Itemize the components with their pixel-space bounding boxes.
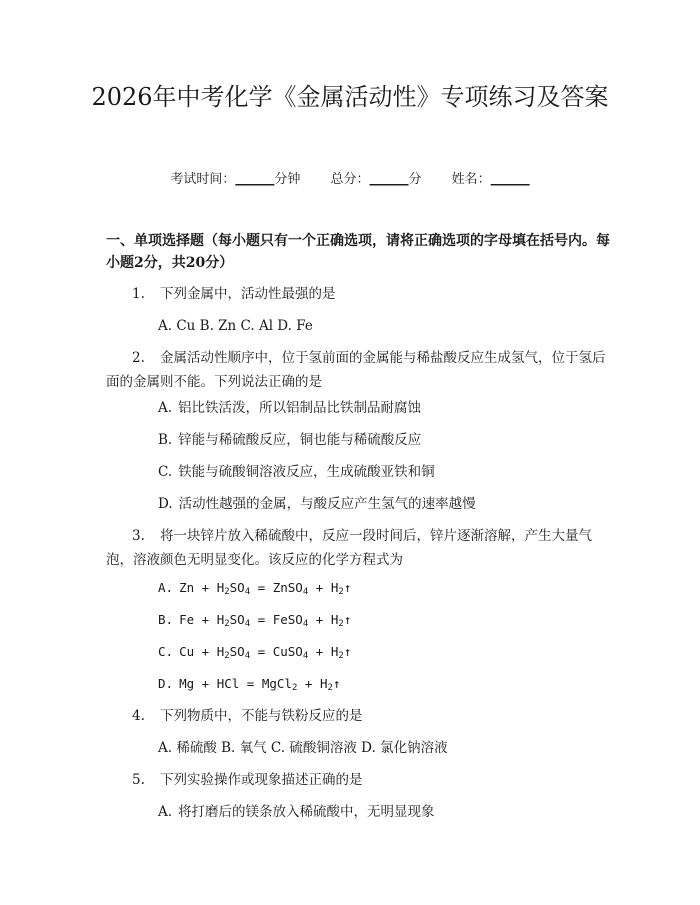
subscript: 2 (338, 619, 344, 629)
option-letter: A. (158, 400, 173, 416)
acid-formula-rest: SO (229, 612, 245, 627)
gas-formula: H (330, 612, 339, 627)
subscript: 2 (224, 651, 230, 661)
question-text: 金属活动性顺序中，位于氢前面的金属能与稀盐酸反应生成氢气，位于氢后面的金属则不能。下列说法正确的是 (106, 350, 606, 390)
gas-arrow-icon: ↑ (332, 676, 341, 691)
option-letter: B. (158, 432, 173, 448)
question-2 (106, 346, 616, 394)
question-number: 5. (132, 772, 145, 788)
gas-formula: H (319, 676, 328, 691)
subscript: 4 (302, 651, 309, 661)
equals-sign: = (250, 580, 273, 595)
question-3-option-b: B. $Fe + H_2SO_4$ = FeSO$_4$ + $H_2↑$ (158, 612, 352, 629)
question-2-option-a (158, 396, 618, 420)
acid-formula-rest: SO (229, 644, 245, 659)
option-text: 将打磨后的镁条放入稀硫酸中，无明显现象 (178, 804, 435, 820)
subscript: 2 (291, 683, 298, 693)
exam-time-unit: 分钟 (274, 172, 301, 187)
exam-time-label: 考试时间： (170, 172, 236, 187)
option-letter: D. (158, 676, 174, 691)
salt-formula: FeSO (272, 612, 303, 627)
question-number: 3. (132, 528, 145, 544)
exam-info-line (0, 168, 700, 187)
option-letter: C. (158, 464, 173, 480)
section-heading: 一、单项选择题（每小题只有一个正确选项，请将正确选项的字母填在括号内。每小题2分，共20分） (106, 233, 610, 271)
question-3-option-a: A. $Zn + H_2SO_4$ = ZnSO$_4$ + $H_2↑$ (158, 580, 352, 597)
total-score-unit: 分 (408, 172, 422, 187)
student-name-field (452, 172, 530, 187)
question-1 (106, 282, 616, 306)
question-2-option-b (158, 428, 618, 452)
option-letter: C. (158, 644, 174, 659)
subscript: 4 (244, 587, 251, 597)
subscript: 2 (338, 651, 344, 661)
option-text: 锌能与稀硫酸反应，铜也能与稀硫酸反应 (178, 432, 422, 448)
acid-formula-rest: SO (229, 580, 245, 595)
question-3 (106, 524, 616, 572)
subscript: 2 (224, 587, 230, 597)
exam-time-blank: ______ (235, 172, 275, 187)
subscript: 4 (244, 619, 251, 629)
option-letter: D. (158, 496, 173, 512)
metal-formula: Fe (179, 612, 195, 627)
metal-formula: Zn (179, 580, 195, 595)
acid-formula: H (216, 644, 225, 659)
subscript: 4 (302, 619, 309, 629)
gas-formula: H (330, 580, 339, 595)
student-name-label: 姓名： (451, 172, 491, 187)
gas-arrow-icon: ↑ (343, 612, 352, 627)
option-text: 铁能与硫酸铜溶液反应，生成硫酸亚铁和铜 (178, 464, 435, 480)
option-letter: A. (158, 580, 174, 595)
question-text: 下列金属中，活动性最强的是 (160, 286, 336, 302)
total-score-field (330, 172, 425, 187)
question-number: 1. (132, 286, 145, 302)
subscript: 4 (244, 651, 251, 661)
question-number: 2. (132, 350, 145, 366)
gas-formula: H (330, 644, 339, 659)
question-2-option-c (158, 460, 618, 484)
question-text: 下列实验操作或现象描述正确的是 (160, 772, 363, 788)
option-letter: A. (158, 804, 173, 820)
question-5-option-a (158, 800, 618, 824)
metal-formula: Mg (179, 676, 195, 691)
equals-sign: = (239, 676, 262, 691)
metal-formula: Cu (179, 644, 195, 659)
salt-formula: CuSO (272, 644, 303, 659)
salt-formula: MgCl (261, 676, 292, 691)
question-1-options: A. Cu B. Zn C. Al D. Fe (158, 318, 313, 334)
total-score-blank: ______ (369, 172, 409, 187)
student-name-blank: ______ (490, 172, 530, 187)
option-text: 活动性越强的金属，与酸反应产生氢气的速率越慢 (178, 496, 476, 512)
question-3-option-d: D. Mg + HCl = MgCl$_2$ + $H_2↑$ (158, 676, 341, 693)
question-number: 4. (132, 708, 145, 724)
acid-formula: H (216, 580, 225, 595)
subscript: 4 (302, 587, 309, 597)
question-text: 下列物质中，不能与铁粉反应的是 (160, 708, 363, 724)
acid-formula: H (216, 612, 225, 627)
acid-formula: HCl (216, 676, 240, 691)
exam-time-field (170, 172, 304, 187)
question-3-option-c: C. $Cu + H_2SO_4$ = CuSO$_4$ + $H_2↑$ (158, 644, 352, 661)
question-2-option-d (158, 492, 618, 516)
subscript: 2 (224, 619, 230, 629)
gas-arrow-icon: ↑ (343, 644, 352, 659)
question-4 (106, 704, 616, 728)
salt-formula: ZnSO (272, 580, 303, 595)
equals-sign: = (250, 612, 273, 627)
subscript: 2 (338, 587, 344, 597)
question-4-options: A. 稀硫酸 B. 氧气 C. 硫酸铜溶液 D. 氯化钠溶液 (158, 740, 448, 756)
gas-arrow-icon: ↑ (343, 580, 352, 595)
subscript: 2 (327, 683, 333, 693)
question-text: 将一块锌片放入稀硫酸中，反应一段时间后，锌片逐渐溶解，产生大量气泡，溶液颜色无明显变化。该反应的化学方程式为 (106, 528, 592, 568)
equals-sign: = (250, 644, 273, 659)
option-letter: B. (158, 612, 174, 627)
document-title: 2026年中考化学《金属活动性》专项练习及答案 (91, 83, 609, 111)
option-text: 铝比铁活泼，所以铝制品比铁制品耐腐蚀 (178, 400, 422, 416)
total-score-label: 总分： (330, 172, 370, 187)
question-5 (106, 768, 616, 792)
